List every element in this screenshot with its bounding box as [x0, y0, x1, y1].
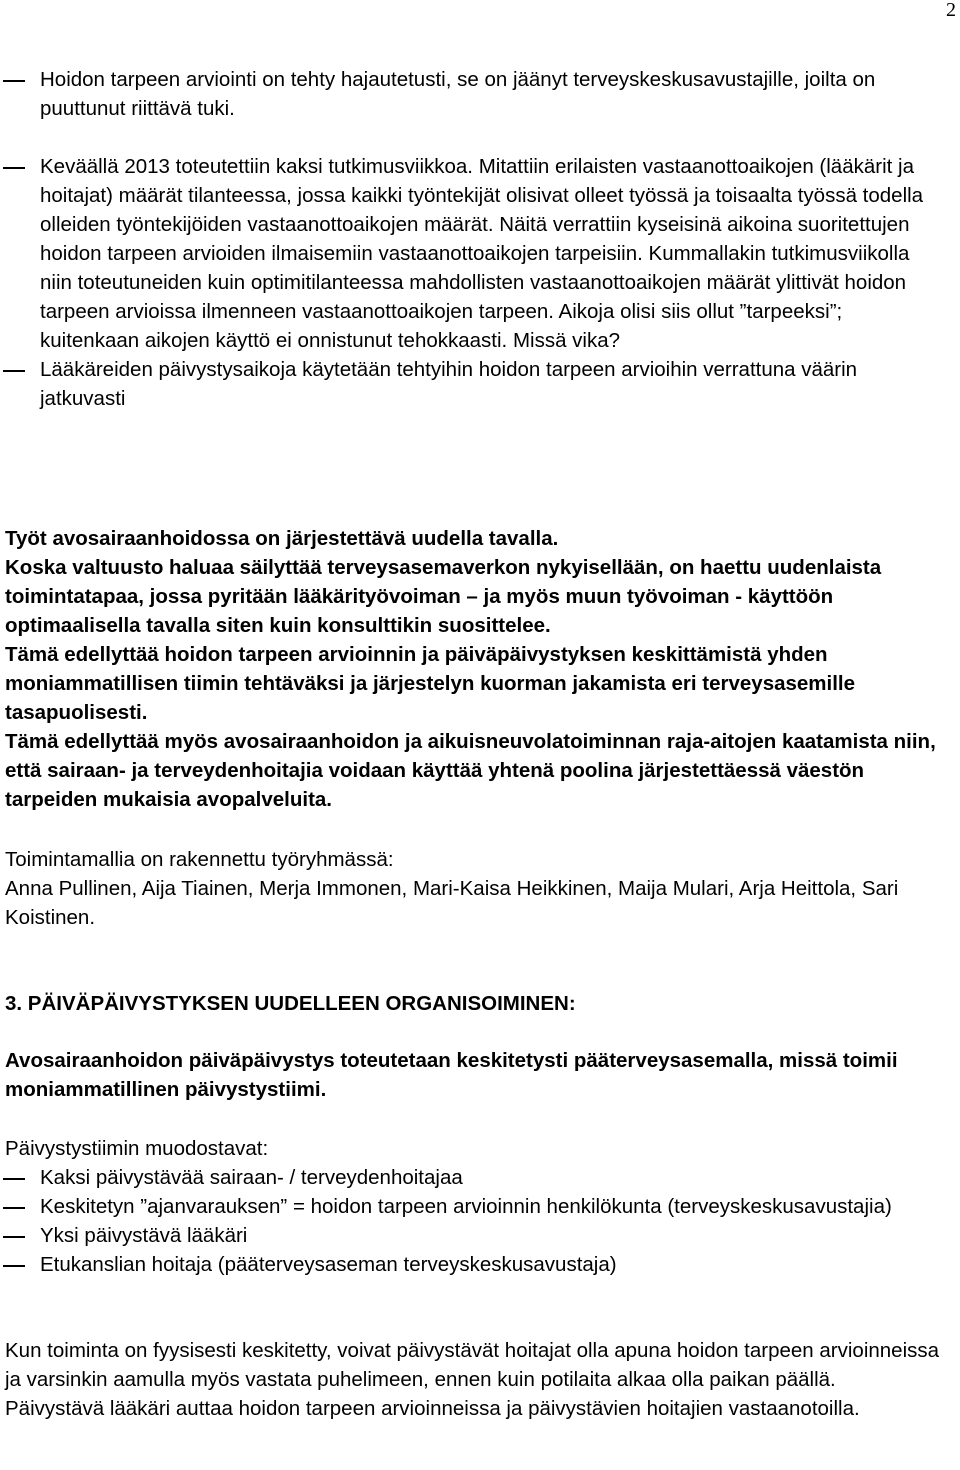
list-item: Etukanslian hoitaja (pääterveysaseman terveyskeskusavustaja): [0, 1250, 942, 1279]
team-list: [0, 1163, 942, 1279]
working-group-intro: Toimintamallia on rakennettu työryhmässä:: [5, 848, 394, 871]
list-item: Lääkäreiden päivystysaikoja käytetään tehtyihin hoidon tarpeen arvioihin verrattuna väärin jatkuvasti: [0, 355, 942, 413]
list-item: Keväällä 2013 toteutettiin kaksi tutkimusviikkoa. Mitattiin erilaisten vastaanottoaikojen (lääkärit ja hoitajat) määrät tilanteessa, jossa kaikki työntekijät olisivat olleet työssä ja toisaalta työssä todella olleiden työntekijöiden vastaanottoaikojen määrät. Näitä verrattiin kyseisinä aikoina suoritettujen hoidon tarpeen arvioiden ilmaisemiin vastaanottoaikojen tarpeisiin. Kummallakin tutkimusviikolla niin toteutuneiden kuin optimitilanteessa mahdollisten vastaanottoaikojen määrät ylittivät hoidon tarpeen arvioissa ilmenneen vastaanottoaikojen tarpeen. Aikoja olisi siis ollut ”tarpeeksi”; kuitenkaan aikojen käyttö ei onnistunut tehokkaasti. Missä vika?: [0, 152, 942, 355]
list-item: Hoidon tarpeen arviointi on tehty hajautetusti, se on jäänyt terveyskeskusavustajille, joilta on puuttunut riittävä tuki.: [0, 65, 942, 123]
working-group-members: Anna Pullinen, Aija Tiainen, Merja Immonen, Mari-Kaisa Heikkinen, Maija Mulari, Arja Heittola, Sari Koistinen.: [5, 877, 899, 929]
paragraph: Tämä edellyttää hoidon tarpeen arvioinnin ja päiväpäivystyksen keskittämistä yhden moniammatillisen tiimin tehtäväksi ja järjestelyn kuorman jakamista eri terveysasemille tasapuolisesti.: [5, 643, 856, 724]
list-item: Kaksi päivystävää sairaan- / terveydenhoitajaa: [0, 1163, 942, 1192]
closing-text: [5, 1336, 942, 1423]
section-heading: Työt avosairaanhoidossa on järjestettävä uudella tavalla.: [5, 527, 559, 550]
page-number: 2: [946, 0, 956, 21]
working-group: [5, 845, 942, 932]
paragraph: Tämä edellyttää myös avosairaanhoidon ja aikuisneuvolatoiminnan raja-aitojen kaatamista niin, että sairaan- ja terveydenhoitajia voidaan käyttää yhtenä poolina järjestettäessä väestön tarpeiden mukaisia avopalveluita.: [5, 730, 936, 811]
section-heading: 3. PÄIVÄPÄIVYSTYKSEN UUDELLEEN ORGANISOIMINEN:: [5, 992, 576, 1015]
paragraph: Päivystävä lääkäri auttaa hoidon tarpeen arvioinneissa ja päivystävien hoitajien vastaanotoilla.: [5, 1397, 860, 1420]
list-item: Yksi päivystävä lääkäri: [0, 1221, 942, 1250]
findings-list: [0, 65, 942, 413]
list-item: Keskitetyn ”ajanvarauksen” = hoidon tarpeen arvioinnin henkilökunta (terveyskeskusavustajia): [0, 1192, 942, 1221]
team-intro: Päivystystiimin muodostavat:: [5, 1137, 269, 1160]
paragraph: Kun toiminta on fyysisesti keskitetty, voivat päivystävät hoitajat olla apuna hoidon tarpeen arvioinneissa ja varsinkin aamulla myös vastata puhelimeen, ennen kuin potilaita alkaa olla paikan päällä.: [5, 1339, 940, 1391]
section-lead: Avosairaanhoidon päiväpäivystys toteutetaan keskitetysti pääterveysasemalla, missä toimii moniammatillinen päivystystiimi.: [5, 1049, 898, 1101]
reorganisation-statement: [5, 524, 942, 814]
paragraph: Koska valtuusto haluaa säilyttää terveysasemaverkon nykyisellään, on haettu uudenlaista toimintatapaa, jossa pyritään lääkärityövoiman – ja myös muun työvoiman - käyttöön optimaalisella tavalla siten kuin konsulttikin suosittelee.: [5, 556, 882, 637]
